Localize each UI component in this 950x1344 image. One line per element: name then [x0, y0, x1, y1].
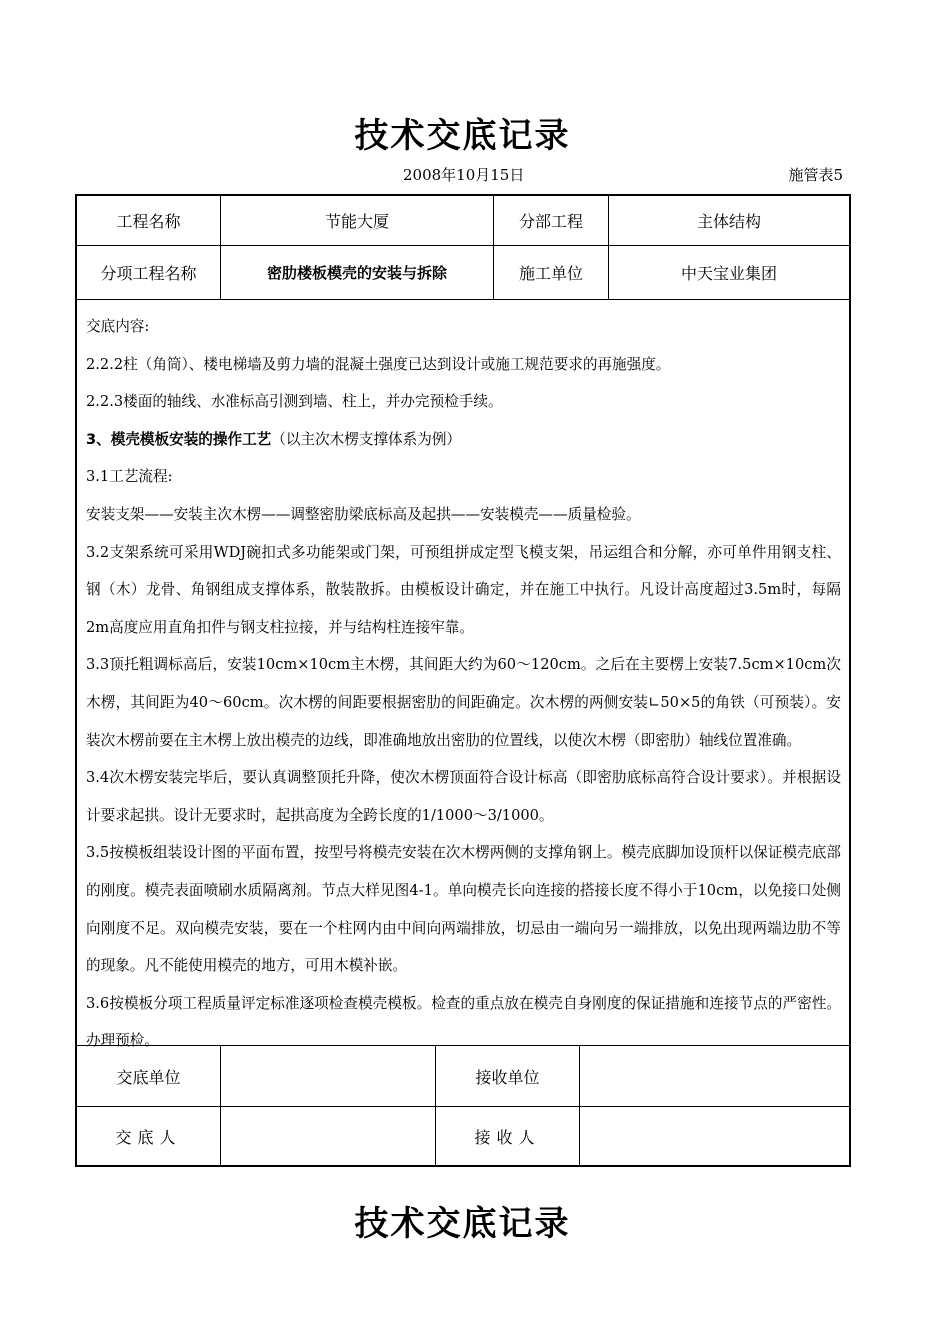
handover-person-label: 交底人	[77, 1107, 221, 1165]
page-title: 技术交底记录	[354, 116, 571, 156]
content-paragraph: 3.5按模板组装设计图的平面布置，按型号将模壳安装在次木楞两侧的支撑角钢上。模壳底脚加设顶杆以保证模壳底部的刚度。模壳表面喷刷水质隔离剂。节点大样见图4-1。单向模壳长向连接的搭接长度不得小于10cm，以免接口处侧向刚度不足。双向模壳安装，要在一个柱网内由中间向两端排放，切忌由一端向另一端排放，以免出现两端边肋不等的现象。凡不能使用模壳的地方，可用木模补嵌。	[86, 844, 841, 975]
handover-unit-label: 交底单位	[77, 1046, 221, 1106]
content-paragraph: 3.6按模板分项工程质量评定标准逐项检查模壳模板。检查的重点放在模壳自身刚度的保证措施和连接节点的严密性。办理预检。	[86, 994, 841, 1050]
content-paragraph: 3.4次木楞安装完毕后，要认真调整顶托升降，使次木楞顶面符合设计标高（即密肋底标高符合设计要求）。并根据设计要求起拱。设计无要求时，起拱高度为全跨长度的1/1000～3/1000。	[86, 769, 841, 824]
division-value: 主体结构	[696, 212, 761, 231]
record-date: 2008年10月15日	[403, 166, 525, 184]
receiver-field[interactable]	[580, 1107, 849, 1165]
content-label: 交底内容:	[86, 318, 150, 335]
handover-person-field[interactable]	[221, 1107, 436, 1165]
record-table	[75, 194, 851, 1167]
division-label: 分部工程	[494, 196, 609, 245]
content-paragraph: 3.2支架系统可采用WDJ碗扣式多功能架或门架，可预组拼成定型飞模支架，吊运组合和分解，亦可单件用钢支柱、钢（木）龙骨、角钢组成支撑体系，散装散拆。由模板设计确定，并在施工中执行。凡设计高度超过3.5m时，每隔2m高度应用直角扣件与钢支柱拉接，并与结构柱连接牢靠。	[86, 543, 841, 636]
section-heading-bold: 3、模壳模板安装的操作工艺	[86, 430, 272, 448]
header-row-1	[77, 196, 849, 246]
footer-row-2	[77, 1107, 849, 1165]
project-name-label: 工程名称	[77, 196, 221, 245]
footer-row-1	[77, 1046, 849, 1107]
section-heading-note: （以主次木楞支撑体系为例）	[271, 430, 462, 448]
receiver-label: 接收人	[436, 1107, 580, 1165]
handover-content	[77, 300, 849, 1050]
project-name-value: 节能大厦	[221, 196, 494, 245]
handover-unit-field[interactable]	[221, 1046, 436, 1106]
content-paragraph: 3.1工艺流程:	[86, 468, 173, 486]
content-paragraph: 2.2.3楼面的轴线、水准标高引测到墙、柱上，并办完预检手续。	[86, 393, 503, 411]
next-page-title: 技术交底记录	[354, 1204, 571, 1244]
receiving-unit-label: 接收单位	[436, 1046, 580, 1106]
content-paragraph: 安装支架——安装主次木楞——调整密肋梁底标高及起拱——安装模壳——质量检验。	[86, 505, 641, 523]
content-paragraph: 3.3顶托粗调标高后，安装10cm×10cm主木楞，其间距大约为60～120cm。之后在主要楞上安装7.5cm×10cm次木楞，其间距为40～60cm。次木楞的间距要根据密肋的间距确定。次木楞的两侧安装∟50×5的角铁（可预装）。安装次木楞前要在主木楞上放出模壳的边线，即准确地放出密肋的位置线，以使次木楞（即密肋）轴线位置准确。	[86, 656, 841, 749]
contractor-label: 施工单位	[494, 246, 609, 299]
content-paragraph: 2.2.2柱（角筒）、楼电梯墙及剪力墙的混凝土强度已达到设计或施工规范要求的再施强度。	[86, 355, 671, 373]
subitem-value: 密肋楼板模壳的安装与拆除	[221, 246, 494, 299]
section-heading	[86, 421, 841, 459]
subitem-label: 分项工程名称	[77, 246, 221, 299]
contractor-value: 中天宝业集团	[680, 264, 777, 283]
header-row-2	[77, 246, 849, 300]
receiving-unit-field[interactable]	[580, 1046, 849, 1106]
form-number: 施管表5	[788, 166, 843, 184]
